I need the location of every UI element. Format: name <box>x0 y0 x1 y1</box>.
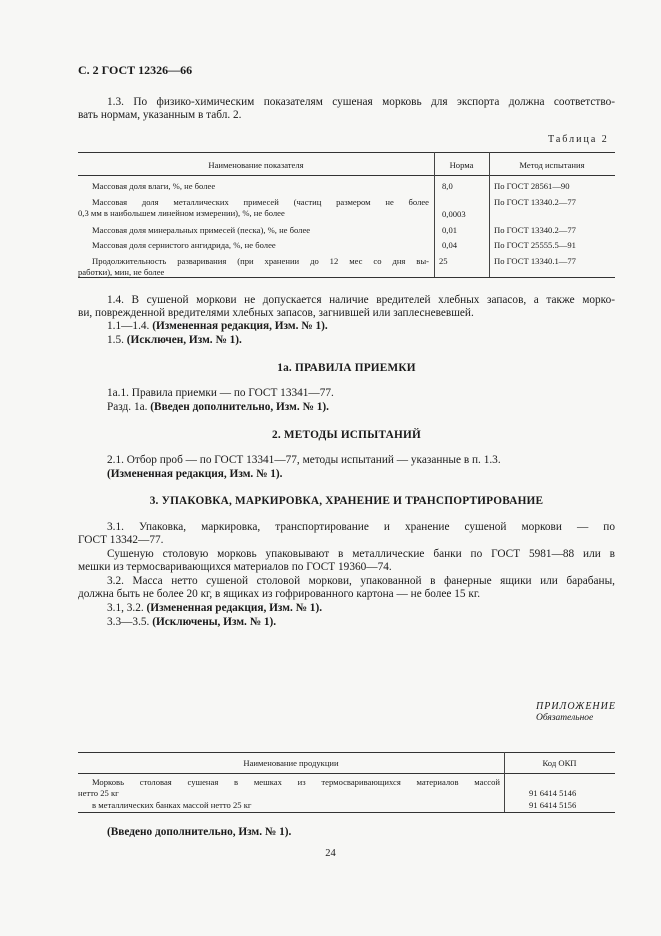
paragraph-3-1-line2: ГОСТ 13342—77. <box>78 534 164 546</box>
table-row-method: По ГОСТ 13340.1—77 <box>494 256 576 266</box>
paragraph-1a-1: 1а.1. Правила приемки — по ГОСТ 13341—77. <box>107 387 334 399</box>
table-row-norm: 25 <box>439 256 448 266</box>
paragraph-3-2-line1: 3.2. Масса нетто сушеной столовой моркови, упакованной в фанерные ящики или барабаны, <box>107 575 615 587</box>
table-row-name: Продолжительность разваривания (при хранении до 12 мес со дня вы- <box>92 256 429 266</box>
table-row-norm: 0,01 <box>442 225 458 235</box>
appendix-row-product-cont: нетто 25 кг <box>78 788 119 798</box>
paragraph-3-2-line2: должна быть не более 20 кг, в ящиках из гофрированного картона — не более 15 кг. <box>78 588 481 600</box>
note-3-3-3-5: 3.3—3.5. (Исключены, Изм. № 1). <box>107 616 277 628</box>
table-row-name: Массовая доля сернистого ангидрида, %, не более <box>92 240 276 250</box>
section-1a-title: 1а. ПРАВИЛА ПРИЕМКИ <box>277 362 416 374</box>
table-header-indicator: Наименование показателя <box>208 160 304 170</box>
appendix-row-product: в металлических банках массой нетто 25 кг <box>92 800 252 810</box>
section-3-title: 3. УПАКОВКА, МАРКИРОВКА, ХРАНЕНИЕ И ТРАНСПОРТИРОВАНИЕ <box>149 495 544 507</box>
table-row-method: По ГОСТ 25555.5—91 <box>494 240 576 250</box>
note-1-1-1-4: 1.1—1.4. (Измененная редакция, Изм. № 1). <box>107 320 328 332</box>
table-header-method: Метод испытания <box>519 160 585 170</box>
paragraph-3-1-line4: мешки из термосваривающихся материалов по ГОСТ 19360—74. <box>78 561 392 573</box>
note-1-5: 1.5. (Исключен, Изм. № 1). <box>107 334 242 346</box>
table-row-norm: 8,0 <box>442 181 453 191</box>
section-2-title: 2. МЕТОДЫ ИСПЫТАНИЙ <box>272 429 421 441</box>
table-row-name: Массовая доля металлических примесей (частиц размером не более <box>92 197 429 207</box>
table-row-method: По ГОСТ 13340.2—77 <box>494 225 576 235</box>
table-row-method: По ГОСТ 28561—90 <box>494 181 570 191</box>
page-header: С. 2 ГОСТ 12326—66 <box>78 63 193 77</box>
paragraph-3-1-line1: 3.1. Упаковка, маркировка, транспортирование и хранение сушеной моркови — по <box>107 521 615 533</box>
table-row-method: По ГОСТ 13340.2—77 <box>494 197 576 207</box>
appendix-row-product: Морковь столовая сушеная в мешках из термосваривающихся материалов массой <box>92 777 500 787</box>
paragraph-3-1-line3: Сушеную столовую морковь упаковывают в металлические банки по ГОСТ 5981—88 или в <box>107 548 615 560</box>
paragraph-1-3-line1: 1.3. По физико-химическим показателям сушеная морковь для экспорта должна соответство- <box>107 96 615 108</box>
appendix-header-product: Наименование продукции <box>243 758 339 768</box>
appendix-header-code: Код ОКП <box>542 758 577 768</box>
table-row-name: Массовая доля минеральных примесей (песка), %, не более <box>92 225 311 235</box>
appendix-note: (Введено дополнительно, Изм. № 1). <box>107 826 292 838</box>
table-row-norm: 0,0003 <box>442 209 466 219</box>
paragraph-1-4-line2: ви, поврежденной вредителями хлебных запасов, загнившей или заплесневевшей. <box>78 307 474 319</box>
paragraph-2-1: 2.1. Отбор проб — по ГОСТ 13341—77, методы испытаний — указанные в п. 1.3. <box>107 454 501 466</box>
appendix-row-code: 91 6414 5156 <box>529 800 577 810</box>
table-row-name-cont: работки), мин, не более <box>78 267 165 277</box>
table-row-norm: 0,04 <box>442 240 458 250</box>
paragraph-1-3-line2: вать нормам, указанным в табл. 2. <box>78 109 242 121</box>
note-2: (Измененная редакция, Изм. № 1). <box>107 468 283 480</box>
paragraph-1-4-line1: 1.4. В сушеной моркови не допускается наличие вредителей хлебных запасов, а также морко- <box>107 294 615 306</box>
appendix-subtitle: Обязательное <box>536 713 594 723</box>
table-caption: Таблица 2 <box>548 134 609 145</box>
appendix-row-code: 91 6414 5146 <box>529 788 577 798</box>
table-header-norm: Норма <box>449 160 474 170</box>
table-row-name-cont: 0,3 мм в наибольшем линейном измерении), %, не более <box>78 208 285 218</box>
page-number: 24 <box>325 848 336 859</box>
table-row-name: Массовая доля влаги, %, не более <box>92 181 216 191</box>
appendix-title: ПРИЛОЖЕНИЕ <box>536 701 616 712</box>
note-3-1-3-2: 3.1, 3.2. (Измененная редакция, Изм. № 1). <box>107 602 323 614</box>
note-razd-1a: Разд. 1а. (Введен дополнительно, Изм. № 1). <box>107 401 329 413</box>
